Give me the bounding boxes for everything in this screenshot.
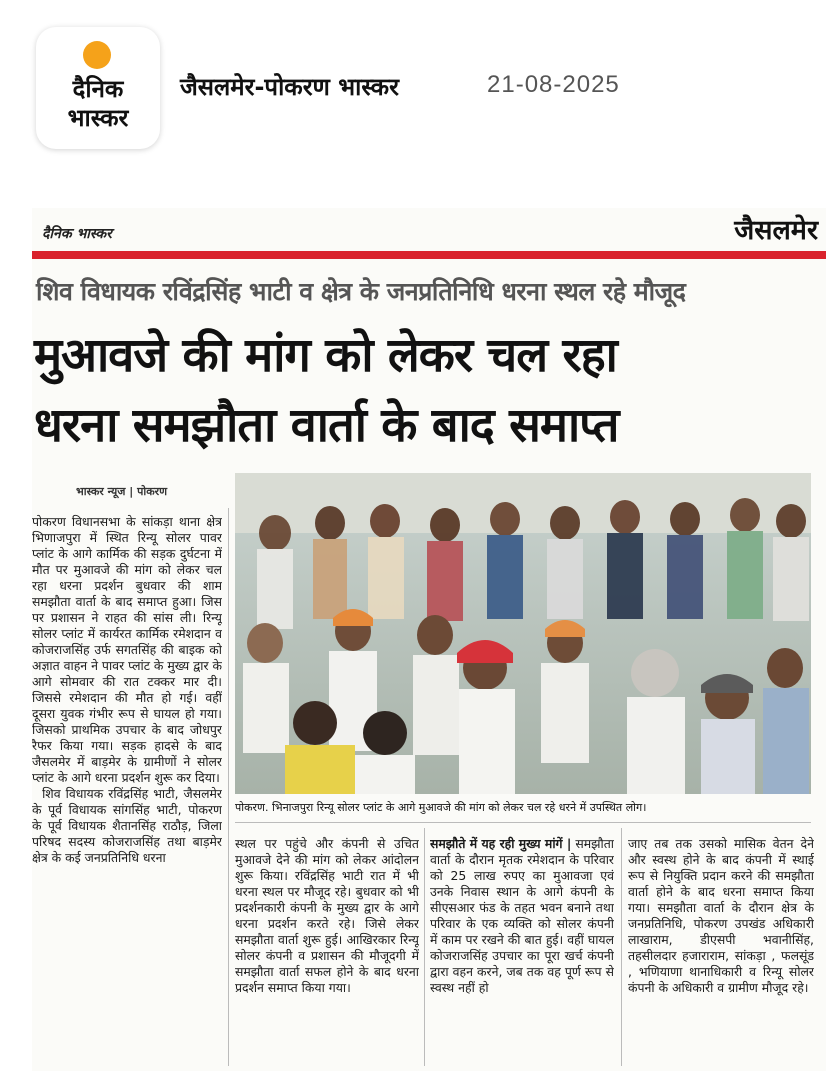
photo-caption: पोकरण. भिनाजपुरा रिन्यू सोलर प्लांट के आगे मुआवजे की मांग को लेकर चल रहे धरने में उपस्थित लोग। xyxy=(235,801,647,814)
article-column-4: जाए तब तक उसको मासिक वेतन देने और स्वस्थ होने के बाद कंपनी में स्थाई रूप से नियुक्ति प्रदान करने की समझौता वार्ता होने के बाद धरना समाप्त किया गया। समझौता वार्ता के दौरान क्षेत्र के जनप्रतिनिधि, पोकरण उपखंड अधिकारी लाखाराम, डीएसपी भवानीसिंह, तहसीलदार हजाराराम, सांकड़ा , फलसूंड , भणियाणा थानाधिकारी व रिन्यू सोलर कंपनी के अधिकारी व ग्रामीण मौजूद रहे। xyxy=(628,836,814,995)
column-divider xyxy=(621,828,622,1066)
masthead-brand: दैनिक भास्कर xyxy=(42,226,112,242)
publication-date: 21-08-2025 xyxy=(487,71,620,98)
column-divider xyxy=(424,828,425,1066)
masthead-edition: जैसलमेर xyxy=(734,215,818,246)
column-divider xyxy=(228,508,229,1066)
column-1-paragraph-2: शिव विधायक रविंद्रसिंह भाटी, जैसलमेर के पूर्व विधायक सांगसिंह भाटी, पोकरण के पूर्व विधायक शैतानसिंह राठौड़, जिला परिषद सदस्य कोजराजसिंह तथा बाड़मेर क्षेत्र के कई जनप्रतिनिधि धरना xyxy=(32,786,222,865)
article-column-2: स्थल पर पहुंचे और कंपनी से उचित मुआवजे देने की मांग को लेकर आंदोलन शुरू किया। रविंद्रसिंह भाटी रात में भी धरना स्थल पर मौजूद रहे। बुधवार को भी प्रदर्शनकारी कंपनी के मुख्य द्वार के आगे धरना प्रदर्शन करते रहे। जिसे लेकर समझौता वार्ता शुरू हुई। आखिरकार रिन्यू सोलर कंपनी व प्रशासन की मौजूदगी में समझौता वार्ता सफल होने के बाद धरना प्रदर्शन समाप्त किया गया। xyxy=(235,836,419,995)
protest-crowd-photo xyxy=(235,473,811,794)
column-1-paragraph-1: पोकरण विधानसभा के सांकड़ा थाना क्षेत्र भिणाजपुरा में स्थित रिन्यू सोलर पावर प्लांट के आगे कार्मिक की सड़क दुर्घटना में मौत पर मुआवजे की मांग को लेकर चल रहा धरना प्रदर्शन बुधवार की शाम समझौता वार्ता के बाद समाप्त हुआ। जिस पर प्रशासन ने राहत की सांस ली। रिन्यू सोलर प्लांट में कार्यरत कार्मिक रमेशदान व कोजराजसिंह उर्फ सगतसिंह की बाइक को अज्ञात वाहन ने पावर प्लांट के मुख्य द्वार के आगे सोमवार की रात टक्कर मार दी। जिससे रमेशदान की मौत हो गई। वहीं दूसरा युवक गंभीर रूप से घायल हो गया। जिसको प्राथमिक उपचार के बाद जोधपुर रैफर किया गया। सड़क हादसे के बाद जैसलमेर में बाड़मेर के ग्रामीणों ने सोलर प्लांट के आगे धरना प्रदर्शन शुरू कर दिया। xyxy=(32,514,222,785)
sun-icon xyxy=(83,41,111,69)
article-column-3 xyxy=(430,836,614,1066)
logo-text-line2: भास्कर xyxy=(67,104,129,132)
headline-line-1: मुआवजे की मांग को लेकर चल रहा xyxy=(34,328,617,383)
caption-rule xyxy=(235,822,811,823)
article-column-1 xyxy=(32,514,222,1066)
headline-line-2: धरना समझौता वार्ता के बाद समाप्त xyxy=(34,398,619,453)
column-3-subhead: समझौते में यह रही मुख्य मांगें | xyxy=(430,836,572,851)
masthead-red-rule xyxy=(32,251,826,259)
news-photo[interactable] xyxy=(235,473,811,794)
app-logo[interactable] xyxy=(36,27,160,149)
kicker-headline: शिव विधायक रविंद्रसिंह भाटी व क्षेत्र के जनप्रतिनिधि धरना स्थल रहे मौजूद xyxy=(36,277,686,306)
byline: भास्कर न्यूज | पोकरण xyxy=(76,485,168,498)
publication-name: जैसलमेर-पोकरण भास्कर xyxy=(180,73,399,101)
column-3-text: समझौता वार्ता के दौरान मृतक रमेशदान के परिवार को 25 लाख रुपए का मुआवजा एवं उनके निवास स्थान के आगे कंपनी के सीएसआर फंड के तहत भवन बनाने तथा परिवार के एक व्यक्ति को सोलर कंपनी में काम पर रखने की बात हुई। वहीं घायल कोजराजसिंह उपचार का पूरा खर्च कंपनी द्वारा वहन करने, जब तक वह पूर्ण रूप से स्वस्थ नहीं हो xyxy=(430,836,614,995)
news-clipping xyxy=(32,208,826,1071)
logo-text-line1: दैनिक xyxy=(72,75,124,103)
